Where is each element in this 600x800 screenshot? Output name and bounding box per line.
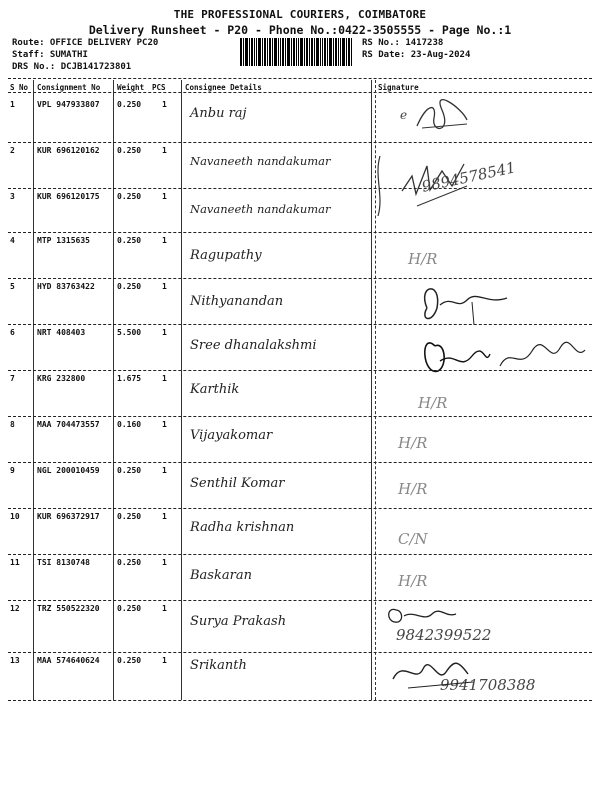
column-header-weight: Weight	[117, 83, 145, 92]
table-row	[0, 324, 600, 370]
row-consignee: Karthik	[190, 382, 240, 397]
barcode-image	[240, 38, 352, 66]
row-sno: 7	[10, 374, 15, 383]
row-consignment-no: KUR 696120175	[37, 192, 100, 201]
row-consignee: Senthil Komar	[190, 476, 285, 491]
row-signature-text: 9842399522	[396, 626, 492, 644]
row-signature-text: H/R	[398, 572, 428, 590]
row-pcs: 1	[162, 558, 167, 567]
row-sno: 4	[10, 236, 15, 245]
company-title: THE PROFESSIONAL COURIERS, COIMBATORE	[173, 8, 427, 21]
column-header-signature: Signature	[378, 83, 419, 92]
row-consignee: Navaneeth nandakumar	[190, 202, 331, 216]
column-header-consignment: Consignment No	[37, 83, 101, 92]
row-consignment-no: VPL 947933807	[37, 100, 100, 109]
table-row	[0, 508, 600, 554]
route-label: Route: OFFICE DELIVERY PC20	[12, 38, 159, 48]
row-consignee: Navaneeth nandakumar	[190, 154, 331, 168]
table-row	[0, 462, 600, 508]
row-signature-text: 9941708388	[440, 676, 536, 694]
row-consignee: Srikanth	[190, 658, 247, 673]
row-pcs: 1	[162, 192, 167, 201]
table-row	[0, 652, 600, 698]
column-header-consignee: Consignee Details	[185, 83, 262, 92]
row-consignee: Surya Prakash	[190, 614, 287, 629]
row-consignment-no: NGL 200010459	[37, 466, 100, 475]
row-sno: 13	[10, 656, 20, 665]
row-signature-text: H/R	[418, 394, 448, 412]
table-top-border	[8, 78, 592, 79]
row-weight: 0.250	[117, 236, 142, 245]
row-pcs: 1	[162, 236, 167, 245]
row-pcs: 1	[162, 374, 167, 383]
row-weight: 0.160	[117, 420, 142, 429]
row-consignment-no: KUR 696120162	[37, 146, 100, 155]
row-consignment-no: TSI 8130748	[37, 558, 90, 567]
row-pcs: 1	[162, 604, 167, 613]
drs-number: DRS No.: DCJB141723801	[12, 62, 132, 72]
row-signature-text: e	[400, 108, 408, 122]
row-consignee: Nithyanandan	[190, 294, 284, 309]
row-weight: 0.250	[117, 604, 142, 613]
row-sno: 12	[10, 604, 20, 613]
row-consignee: Vijayakomar	[190, 428, 273, 443]
row-weight: 0.250	[117, 282, 142, 291]
row-consignment-no: MTP 1315635	[37, 236, 90, 245]
table-header-border	[8, 92, 592, 93]
row-consignment-no: TRZ 550522320	[37, 604, 100, 613]
row-pcs: 1	[162, 100, 167, 109]
handwritten-signature	[412, 280, 522, 330]
table-bottom-border	[8, 700, 592, 701]
row-pcs: 1	[162, 146, 167, 155]
row-consignee: Sree dhanalakshmi	[190, 338, 317, 353]
column-header-sno: S No	[10, 83, 29, 92]
runsheet-subtitle: Delivery Runsheet - P20 - Phone No.:0422-3505555 - Page No.:1	[88, 23, 512, 37]
table-row	[0, 96, 600, 142]
row-weight: 0.250	[117, 100, 142, 109]
row-pcs: 1	[162, 512, 167, 521]
row-consignment-no: MAA 704473557	[37, 420, 100, 429]
row-weight: 0.250	[117, 558, 142, 567]
rs-number: RS No.: 1417238	[362, 38, 444, 48]
row-consignee: Radha krishnan	[190, 520, 295, 535]
row-weight: 0.250	[117, 466, 142, 475]
row-pcs: 1	[162, 328, 167, 337]
row-signature-text: H/R	[408, 250, 438, 268]
row-consignee: Ragupathy	[190, 248, 262, 263]
table-row	[0, 278, 600, 324]
row-sno: 10	[10, 512, 20, 521]
row-consignment-no: KUR 696372917	[37, 512, 100, 521]
row-consignee: Anbu raj	[190, 106, 247, 121]
column-header-pcs: PCS	[152, 83, 166, 92]
table-row	[0, 232, 600, 278]
row-pcs: 1	[162, 466, 167, 475]
row-pcs: 1	[162, 282, 167, 291]
row-sno: 1	[10, 100, 15, 109]
row-weight: 5.500	[117, 328, 142, 337]
row-sno: 2	[10, 146, 15, 155]
rs-date: RS Date: 23-Aug-2024	[362, 50, 471, 60]
row-sno: 9	[10, 466, 15, 475]
table-row	[0, 600, 600, 646]
staff-label: Staff: SUMATHI	[12, 50, 88, 60]
row-signature-text: 9894578541	[420, 158, 518, 196]
row-weight: 0.250	[117, 656, 142, 665]
row-weight: 0.250	[117, 192, 142, 201]
row-sno: 8	[10, 420, 15, 429]
table-row	[0, 158, 600, 234]
row-consignee: Baskaran	[190, 568, 252, 583]
row-signature-text: H/R	[398, 434, 428, 452]
row-consignment-no: HYD 83763422	[37, 282, 95, 291]
handwritten-signature	[388, 654, 478, 694]
row-sno: 5	[10, 282, 15, 291]
handwritten-signature	[412, 98, 472, 138]
row-pcs: 1	[162, 656, 167, 665]
row-sno: 3	[10, 192, 15, 201]
table-row	[0, 554, 600, 600]
row-weight: 0.250	[117, 512, 142, 521]
handwritten-signature	[384, 602, 464, 630]
row-weight: 0.250	[117, 146, 142, 155]
table-row	[0, 370, 600, 416]
row-weight: 1.675	[117, 374, 142, 383]
row-consignment-no: MAA 574640624	[37, 656, 100, 665]
table-row	[0, 416, 600, 462]
row-sno: 11	[10, 558, 20, 567]
row-signature-text: H/R	[398, 480, 428, 498]
row-sno: 6	[10, 328, 15, 337]
row-consignment-no: NRT 408403	[37, 328, 86, 337]
row-consignment-no: KRG 232800	[37, 374, 86, 383]
row-signature-text: C/N	[398, 530, 428, 548]
row-pcs: 1	[162, 420, 167, 429]
